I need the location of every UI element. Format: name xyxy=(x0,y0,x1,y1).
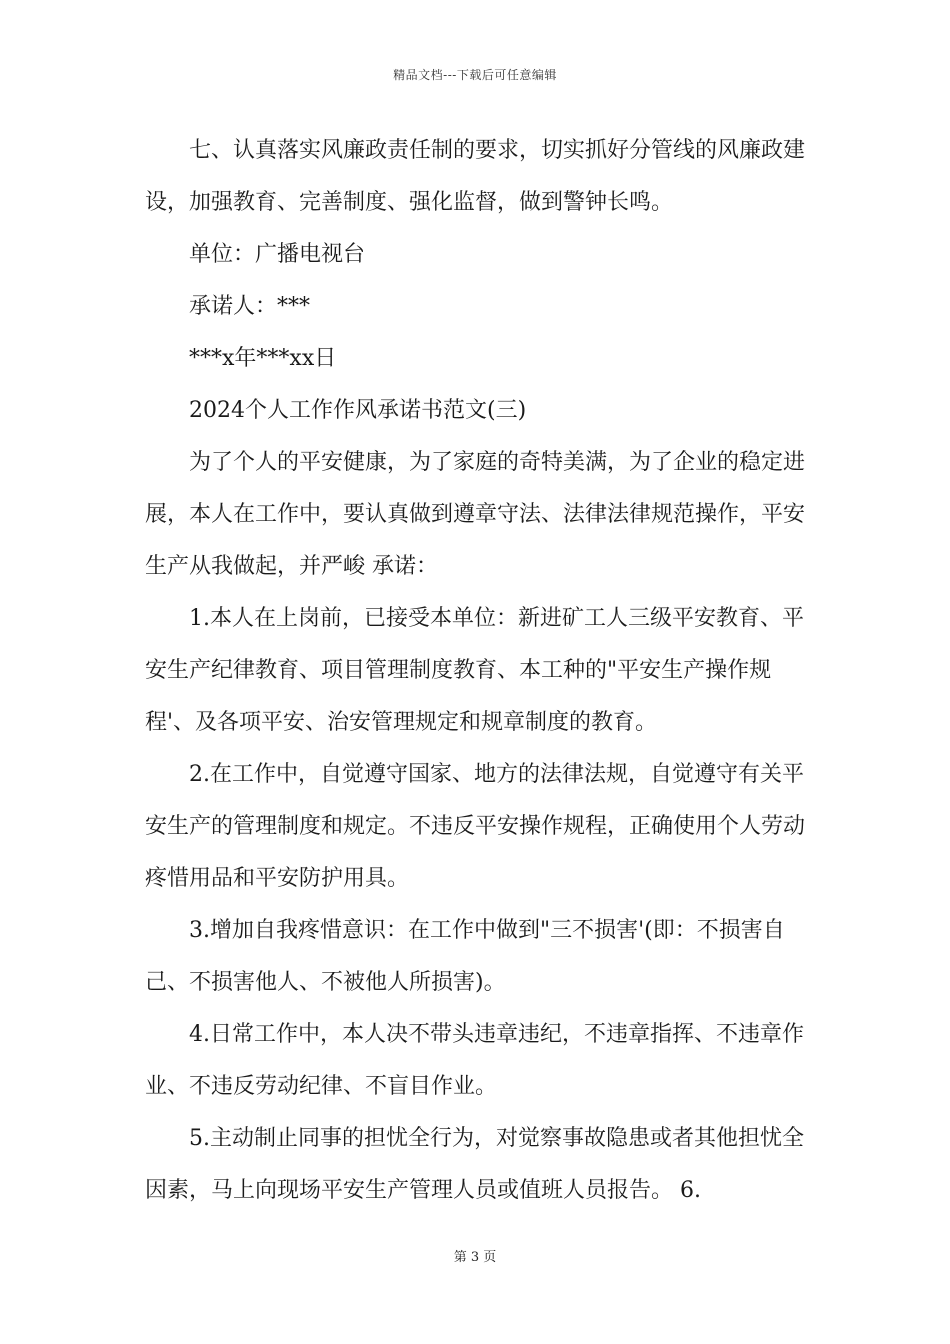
date-line: ***x年***xx日 xyxy=(189,346,337,371)
list-item-1: 1.本人在上岗前，已接受本单位：新进矿工人三级平安教育、平安生产纪律教育、项目管理制度教育、本工种的"平安生产操作规程'、及各项平安、治安管理规定和规章制度的教育。 xyxy=(145,606,804,735)
unit-line: 单位：广播电视台 xyxy=(189,242,366,267)
list-item-4: 4.日常工作中，本人决不带头违章违纪，不违章指挥、不违章作业、不违反劳动纪律、不盲目作业。 xyxy=(145,1022,804,1099)
page-header: 精品文档---下载后可任意编辑 xyxy=(393,68,557,82)
list-item-5: 5.主动制止同事的担忧全行为，对觉察事故隐患或者其他担忧全因素，马上向现场平安生产管理人员或值班人员报告。 6. xyxy=(145,1126,804,1203)
promisor-line: 承诺人：*** xyxy=(189,294,311,319)
section-title: 2024个人工作作风承诺书范文(三) xyxy=(189,398,527,423)
page-number: 第 3 页 xyxy=(453,1250,497,1265)
intro-paragraph: 为了个人的平安健康，为了家庭的奇特美满，为了企业的稳定进展，本人在工作中，要认真做到遵章守法、法律法律规范操作，平安生产从我做起，并严峻 承诺： xyxy=(145,450,806,579)
list-item-2: 2.在工作中，自觉遵守国家、地方的法律法规，自觉遵守有关平安生产的管理制度和规定。不违反平安操作规程，正确使用个人劳动疼惜用品和平安防护用具。 xyxy=(145,762,806,891)
paragraph-item-seven: 七、认真落实风廉政责任制的要求，切实抓好分管线的风廉政建设，加强教育、完善制度、强化监督，做到警钟长鸣。 xyxy=(145,138,806,215)
document-body xyxy=(145,125,810,1217)
list-item-3: 3.增加自我疼惜意识：在工作中做到"三不损害'(即：不损害自己、不损害他人、不被他人所损害)。 xyxy=(145,918,785,995)
